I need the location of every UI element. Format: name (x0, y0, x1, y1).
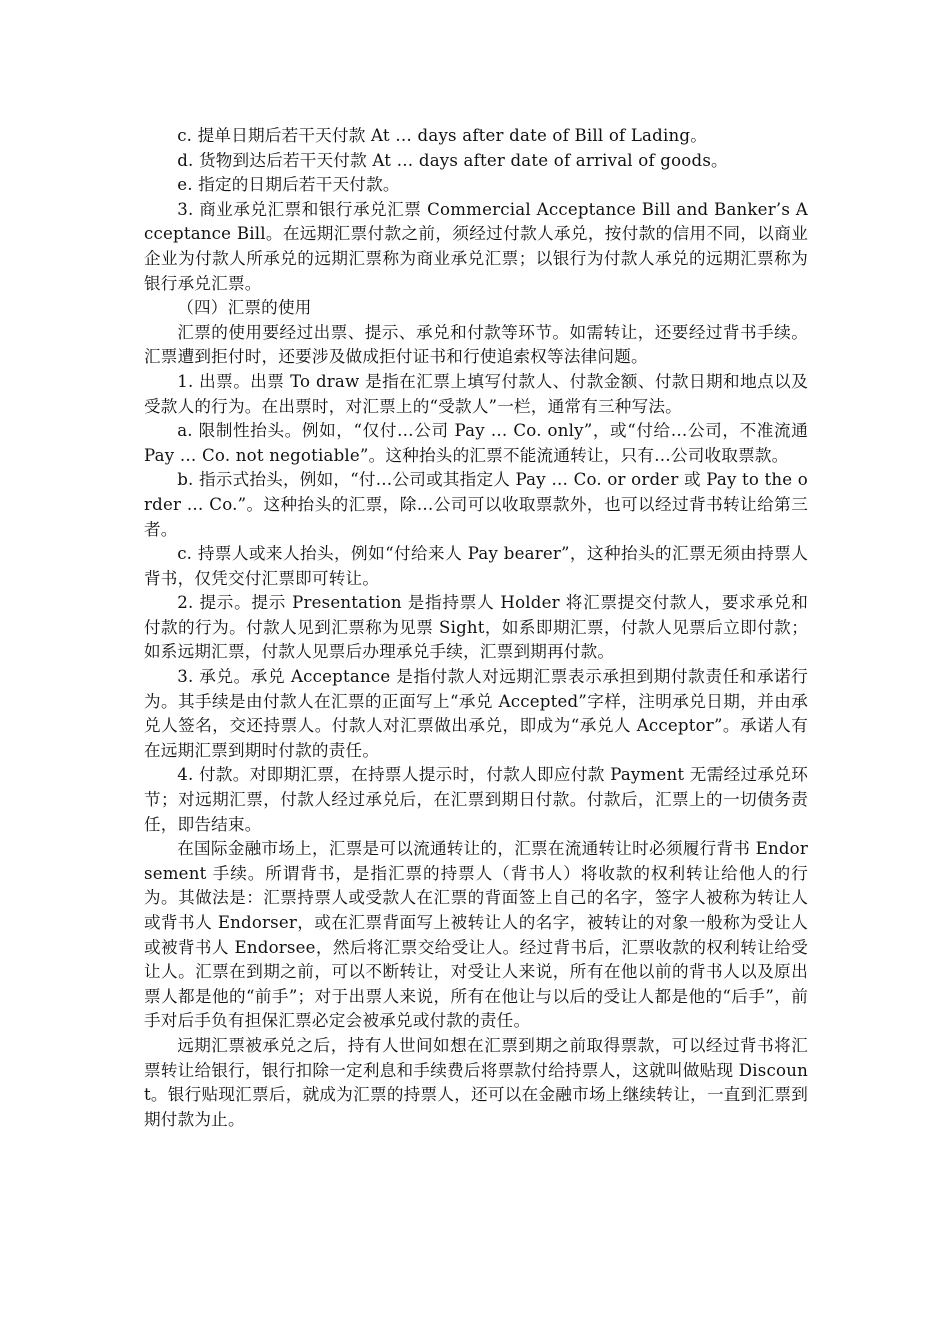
paragraph-endorsement: 在国际金融市场上，汇票是可以流通转让的，汇票在流通转让时必须履行背书 Endorsement 手续。所谓背书，是指汇票的持票人（背书人）将收款的权利转让给他人的行为。其做法是：汇票持票人或受款人在汇票的背面签上自己的名字，签字人被称为转让人或背书人 Endorser，或在汇票背面写上被转让人的名字，被转让的对象一般称为受让人或被背书人 Endorsee，然后将汇票交给受让人。经过背书后，汇票收款的权利转让给受让人。汇票在到期之前，可以不断转让，对受让人来说，所有在他以前的背书人以及原出票人都是他的“前手”；对于出票人来说，所有在他让与以后的受让人都是他的“后手”，前手对后手负有担保汇票必定会被承兑或付款的责任。 (144, 839, 808, 1031)
document-page (144, 124, 808, 1132)
paragraph-arrival-of-goods-term: d. 货物到达后若干天付款 At … days after date of arrival of goods。 (177, 150, 728, 170)
paragraph-fixed-date-term: e. 指定的日期后若干天付款。 (177, 175, 400, 195)
paragraph-presentation: 2. 提示。提示 Presentation 是指持票人 Holder 将汇票提交付款人，要求承兑和付款的行为。付款人见到汇票称为见票 Sight，如系即期汇票，付款人见票后立即付款；如系远期汇票，付款人见票后办理承兑手续，汇票到期再付款。 (144, 593, 808, 662)
section-heading-bill-usage: （四）汇票的使用 (177, 298, 312, 318)
paragraph-bill-of-lading-term: c. 提单日期后若干天付款 At … days after date of Bill of Lading。 (177, 126, 707, 145)
paragraph-usage-intro: 汇票的使用要经过出票、提示、承兑和付款等环节。如需转让，还要经过背书手续。汇票遭到拒付时，还要涉及做成拒付证书和行使追索权等法律问题。 (144, 322, 808, 367)
paragraph-order-payee: b. 指示式抬头，例如，“付…公司或其指定人 Pay … Co. or order 或 Pay to the order … Co.”。这种抬头的汇票，除…公司可以收取票款外，也可以经过背书转让给第三者。 (144, 470, 808, 539)
paragraph-acceptance: 3. 承兑。承兑 Acceptance 是指付款人对远期汇票表示承担到期付款责任和承诺行为。其手续是由付款人在汇票的正面写上“承兑 Accepted”字样，注明承兑日期，并由承兑人签名，交还持票人。付款人对汇票做出承兑，即成为“承兑人 Acceptor”。承诺人有在远期汇票到期时付款的责任。 (144, 667, 808, 760)
paragraph-acceptance-bills: 3. 商业承兑汇票和银行承兑汇票 Commercial Acceptance Bill and Banker’s Acceptance Bill。在远期汇票付款之前，须经过付款人承兑，按付款的信用不同，以商业企业为付款人所承兑的远期汇票称为商业承兑汇票；以银行为付款人承兑的远期汇票称为银行承兑汇票。 (144, 199, 808, 293)
paragraph-bearer-payee: c. 持票人或来人抬头，例如“付给来人 Pay bearer”，这种抬头的汇票无须由持票人背书，仅凭交付汇票即可转让。 (144, 544, 808, 588)
paragraph-restrictive-payee: a. 限制性抬头。例如，“仅付…公司 Pay … Co. only”，或“付给…公司，不准流通 Pay … Co. not negotiable”。这种抬头的汇票不能流通转让，只有…公司收取票款。 (144, 421, 808, 465)
paragraph-discount: 远期汇票被承兑之后，持有人世间如想在汇票到期之前取得票款，可以经过背书将汇票转让给银行，银行扣除一定利息和手续费后将票款付给持票人，这就叫做贴现 Discount。银行贴现汇票后，就成为汇票的持票人，还可以在金融市场上继续转让，一直到汇票到期付款为止。 (144, 1035, 808, 1129)
paragraph-drawing: 1. 出票。出票 To draw 是指在汇票上填写付款人、付款金额、付款日期和地点以及受款人的行为。在出票时，对汇票上的“受款人”一栏，通常有三种写法。 (144, 371, 808, 416)
paragraph-payment: 4. 付款。对即期汇票，在持票人提示时，付款人即应付款 Payment 无需经过承兑环节；对远期汇票，付款人经过承兑后，在汇票到期日付款。付款后，汇票上的一切债务责任，即告结束。 (144, 765, 808, 834)
